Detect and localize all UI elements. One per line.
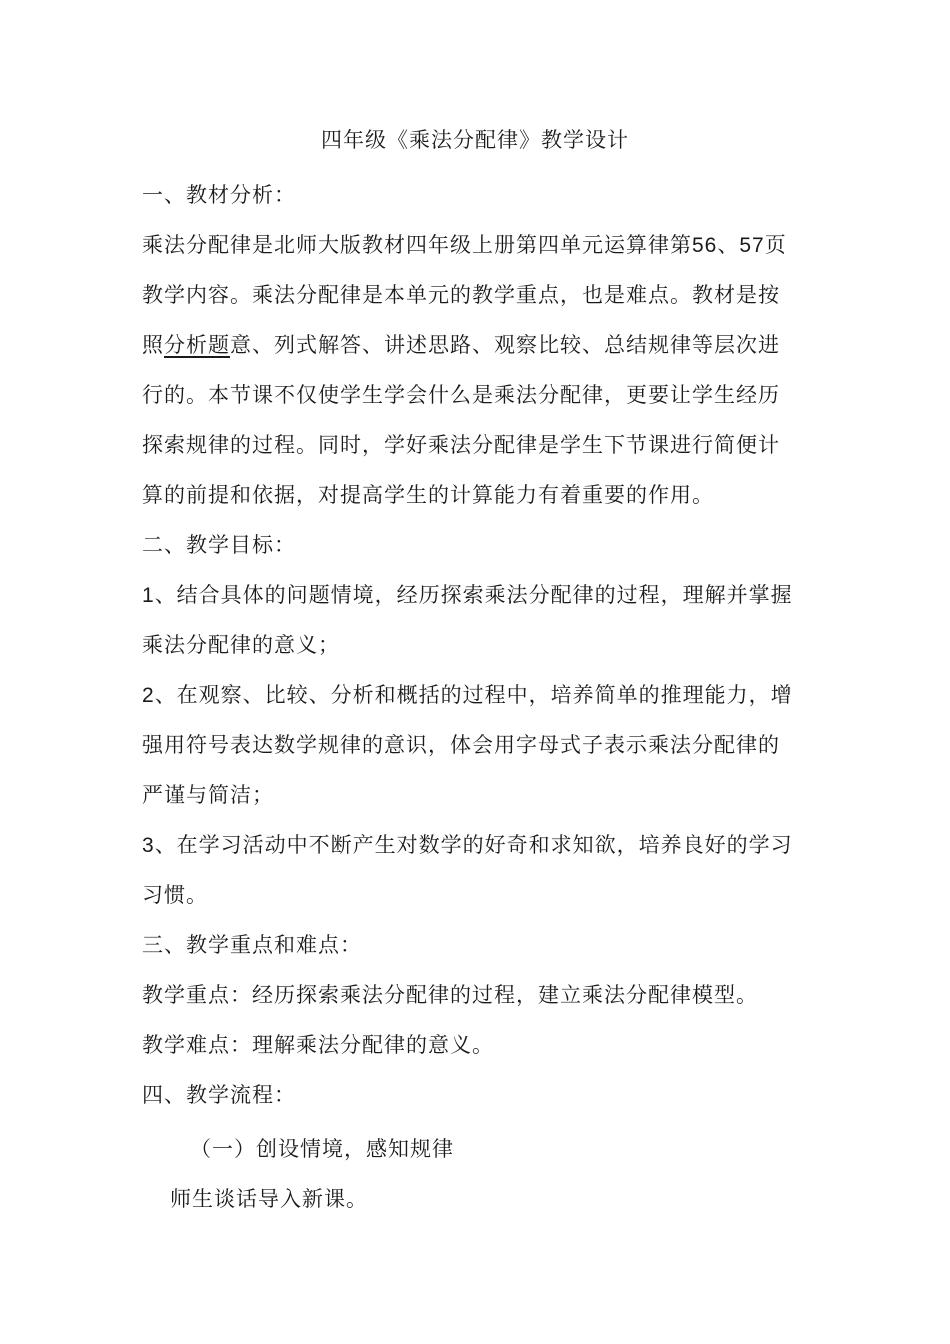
difficult-point: 教学难点：理解乘法分配律的意义。 [142, 1033, 494, 1057]
paragraph-line: 算的前提和依据，对提高学生的计算能力有着重要的作用。 [142, 483, 714, 507]
section-heading-2: 二、教学目标： [142, 533, 296, 557]
document-body [142, 170, 810, 1224]
underlined-text: 分析题 [164, 333, 230, 357]
paragraph-line: 行的。本节课不仅使学生学会什么是乘法分配律，更要让学生经历 [142, 383, 780, 407]
section-heading-4: 四、教学流程： [142, 1083, 296, 1107]
paragraph-line: 乘法分配律是北师大版教材四年级上册第四单元运算律第56、57页 [142, 233, 787, 257]
paragraph-line: 师生谈话导入新课。 [170, 1187, 368, 1211]
paragraph-line: 乘法分配律的意义； [142, 633, 340, 657]
goal-item-3: 3、在学习活动中不断产生对数学的好奇和求知欲，培养良好的学习 [142, 833, 793, 857]
paragraph-line: 严谨与简洁； [142, 783, 274, 807]
section-heading-3: 三、教学重点和难点： [142, 933, 362, 957]
key-point: 教学重点：经历探索乘法分配律的过程，建立乘法分配律模型。 [142, 983, 758, 1007]
paragraph-line: 强用符号表达数学规律的意识，体会用字母式子表示乘法分配律的 [142, 733, 780, 757]
paragraph-line: 探索规律的过程。同时，学好乘法分配律是学生下节课进行简便计 [142, 433, 780, 457]
goal-item-2: 2、在观察、比较、分析和概括的过程中，培养简单的推理能力，增 [142, 683, 793, 707]
paragraph-line: 照分析题意、列式解答、讲述思路、观察比较、总结规律等层次进 [142, 333, 780, 357]
paragraph-line: 习惯。 [142, 883, 208, 907]
goal-item-1: 1、结合具体的问题情境，经历探索乘法分配律的过程，理解并掌握 [142, 583, 793, 607]
subsection-heading: （一）创设情境，感知规律 [190, 1137, 454, 1161]
paragraph-line: 教学内容。乘法分配律是本单元的教学重点，也是难点。教材是按 [142, 283, 780, 307]
document-title: 四年级《乘法分配律》教学设计 [321, 128, 629, 152]
section-heading-1: 一、教材分析： [142, 183, 296, 207]
